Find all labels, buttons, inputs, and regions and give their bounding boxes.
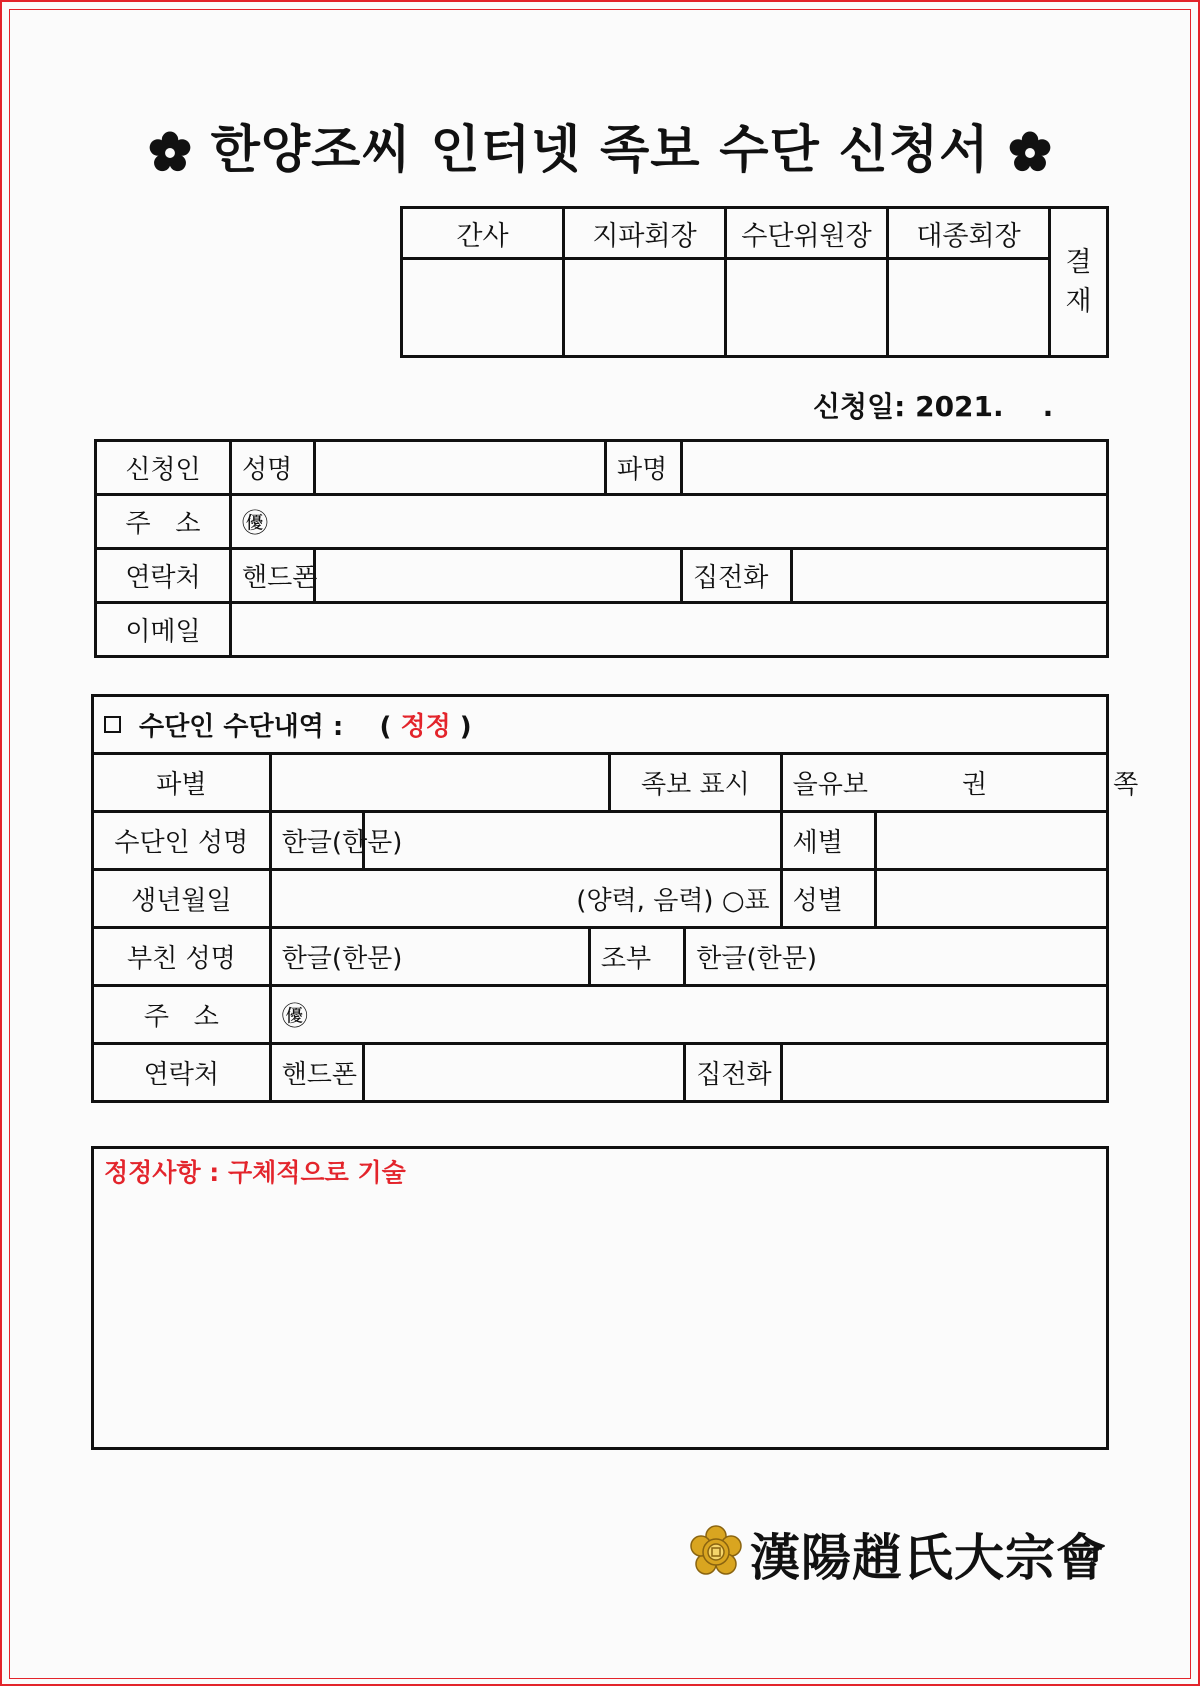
approval-header-committee-chair: 수단위원장	[726, 208, 888, 259]
applicant-email-label: 이메일	[96, 603, 231, 657]
member-father-label: 부친 성명	[93, 928, 271, 986]
signature-box-branch-chair[interactable]	[564, 259, 726, 357]
member-gender-field[interactable]	[876, 870, 1108, 928]
postal-code-icon: ㊝	[281, 1002, 308, 1032]
member-name-label: 수단인 성명	[93, 812, 271, 870]
flower-icon	[1008, 131, 1052, 175]
checkbox-square-icon	[104, 716, 121, 733]
member-home-phone-label: 집전화	[685, 1044, 781, 1102]
member-edition-label: 을유보	[792, 770, 869, 800]
applicant-home-phone-label: 집전화	[682, 549, 792, 603]
approval-side-label	[1050, 208, 1108, 357]
form-title	[0, 108, 1200, 182]
applicant-name-label: 성명	[231, 441, 315, 495]
signature-box-secretary[interactable]	[402, 259, 564, 357]
signature-box-committee-chair[interactable]	[726, 259, 888, 357]
postal-code-icon: ㊝	[242, 509, 269, 539]
member-contact-label: 연락처	[93, 1044, 271, 1102]
applicant-name-field[interactable]	[315, 441, 606, 495]
member-father-field[interactable]	[270, 928, 589, 986]
applicant-table	[94, 439, 1109, 658]
member-generation-label: 세별	[781, 812, 875, 870]
correction-notes-label: 정정사항 : 구체적으로 기술	[104, 1158, 406, 1187]
member-heading-paren-open: (	[379, 712, 392, 742]
applicant-contact-label: 연락처	[96, 549, 231, 603]
member-heading-text: 수단인 수단내역 :	[139, 712, 344, 742]
member-volume-label: 권	[962, 770, 988, 800]
application-date: 신청일: 2021. .	[813, 390, 1054, 423]
member-home-phone-field[interactable]	[781, 1044, 1107, 1102]
applicant-address-field[interactable]	[231, 495, 1108, 549]
clan-association-logo	[688, 1518, 1107, 1590]
member-section-heading	[93, 696, 1108, 754]
member-address-field[interactable]	[270, 986, 1107, 1044]
applicant-home-phone-field[interactable]	[792, 549, 1108, 603]
member-gender-label: 성별	[781, 870, 875, 928]
member-name-hangul-hanja-label: 한글(한문)	[270, 812, 363, 870]
member-heading-paren-close: )	[459, 712, 472, 742]
member-genealogy-label: 족보 표시	[610, 754, 782, 812]
member-calendar-note: (양력, 음력) ○표	[576, 886, 770, 916]
member-generation-field[interactable]	[876, 812, 1108, 870]
clan-association-name: 漢陽趙氏大宗會	[750, 1528, 1107, 1587]
member-address-label: 주 소	[93, 986, 271, 1044]
approval-table	[400, 206, 1109, 358]
member-mobile-label: 핸드폰	[270, 1044, 363, 1102]
approval-header-branch-chair: 지파회장	[564, 208, 726, 259]
correction-notes-box[interactable]	[91, 1146, 1109, 1450]
member-grandfather-label: 조부	[589, 928, 684, 986]
member-page-label: 쪽	[1113, 770, 1139, 800]
applicant-mobile-field[interactable]	[315, 549, 682, 603]
applicant-email-field[interactable]	[231, 603, 1108, 657]
member-mobile-field[interactable]	[364, 1044, 685, 1102]
signature-box-clan-chair[interactable]	[888, 259, 1050, 357]
member-name-field[interactable]	[364, 812, 782, 870]
member-heading-type: 정정	[400, 712, 451, 742]
member-birth-field[interactable]	[270, 870, 781, 928]
member-genealogy-field[interactable]	[781, 754, 1139, 812]
member-table	[91, 694, 1139, 1103]
member-grandfather-hangul-hanja: 한글(한문)	[696, 944, 818, 974]
applicant-section-label: 신청인	[96, 441, 231, 495]
approval-side-label-1: 결	[1065, 246, 1092, 278]
approval-side-label-2: 재	[1065, 286, 1092, 317]
approval-header-secretary: 간사	[402, 208, 564, 259]
flower-icon	[148, 131, 192, 175]
applicant-branch-label: 파명	[606, 441, 682, 495]
member-branch-label: 파별	[93, 754, 271, 812]
applicant-branch-field[interactable]	[682, 441, 1108, 495]
clan-crest-icon	[688, 1524, 744, 1584]
member-grandfather-field[interactable]	[685, 928, 1108, 986]
member-birth-label: 생년월일	[93, 870, 271, 928]
form-title-text: 한양조씨 인터넷 족보 수단 신청서	[210, 121, 990, 180]
member-branch-field[interactable]	[270, 754, 609, 812]
member-father-hangul-hanja: 한글(한문)	[281, 944, 403, 974]
applicant-mobile-label: 핸드폰	[231, 549, 315, 603]
applicant-address-label: 주 소	[96, 495, 231, 549]
approval-header-clan-chair: 대종회장	[888, 208, 1050, 259]
